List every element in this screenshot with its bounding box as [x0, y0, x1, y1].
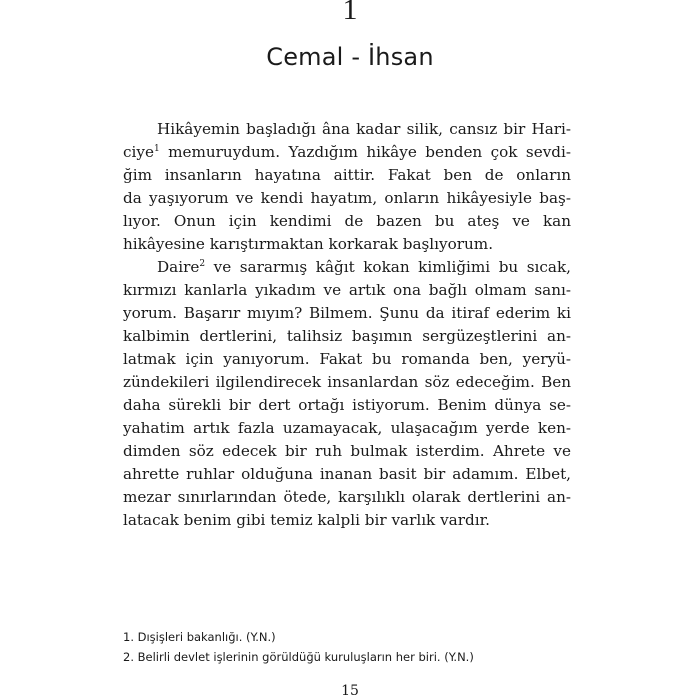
text-line: latacak benim gibi temiz kalpli bir varlık vardır.: [123, 511, 490, 529]
text-line: ahrette ruhlar olduğuna inanan basit bir adamım. Elbet,: [123, 465, 571, 483]
text-line: Hikâyemin başladığı âna kadar silik, cansız bir Hari-: [157, 120, 571, 138]
footnote-ref-1: 1: [153, 143, 160, 154]
footnotes: [123, 627, 583, 667]
text-line: yahatim artık fazla uzamayacak, ulaşacağım yerde ken-: [123, 419, 571, 437]
paragraph: [123, 256, 571, 532]
text-line: ciye$^1$ memuruydum. Yazdığım hikâye benden çok sevdi-: [123, 143, 571, 161]
footnote-2: 2. Belirli devlet işlerinin görüldüğü kuruluşların her biri. (Y.N.): [123, 650, 474, 664]
text-line: hikâyesine karıştırmaktan korkarak başlıyorum.: [123, 235, 494, 253]
footnote-ref-2: 2: [199, 258, 206, 269]
text-line: kırmızı kanlarla yıkadım ve artık ona bağlı olmam sanı-: [123, 281, 571, 299]
text-line: Daire$^2$ ve sararmış kâğıt kokan kimliğimi bu sıcak,: [157, 258, 571, 276]
page-number: 15: [341, 683, 359, 699]
text-line: daha sürekli bir dert ortağı istiyorum. Benim dünya se-: [123, 396, 571, 414]
text-line: yorum. Başarır mıyım? Bilmem. Şunu da itiraf ederim ki: [123, 304, 571, 322]
text-line: ğim insanların hayatına aittir. Fakat ben de onların: [123, 166, 571, 184]
chapter-number: 1: [342, 0, 358, 26]
text-line: mezar sınırlarından ötede, karşılıklı olarak dertlerini an-: [123, 488, 571, 506]
text-line: lıyor. Onun için kendimi de bazen bu ateş ve kan: [123, 212, 571, 230]
chapter-title: Cemal - İhsan: [266, 43, 434, 71]
text-line: latmak için yanıyorum. Fakat bu romanda ben, yeryü-: [123, 350, 571, 368]
footnote-1: 1. Dışişleri bakanlığı. (Y.N.): [123, 630, 276, 644]
body-text: [123, 118, 571, 532]
text-line: da yaşıyorum ve kendi hayatım, onların hikâyesiyle baş-: [123, 189, 571, 207]
text-line: dimden söz edecek bir ruh bulmak isterdim. Ahrete ve: [123, 442, 571, 460]
paragraph: [123, 118, 571, 256]
text-line: zündekileri ilgilendirecek insanlardan söz edeceğim. Ben: [123, 373, 571, 391]
text-line: kalbimin dertlerini, talihsiz başımın sergüzeştlerini an-: [123, 327, 571, 345]
